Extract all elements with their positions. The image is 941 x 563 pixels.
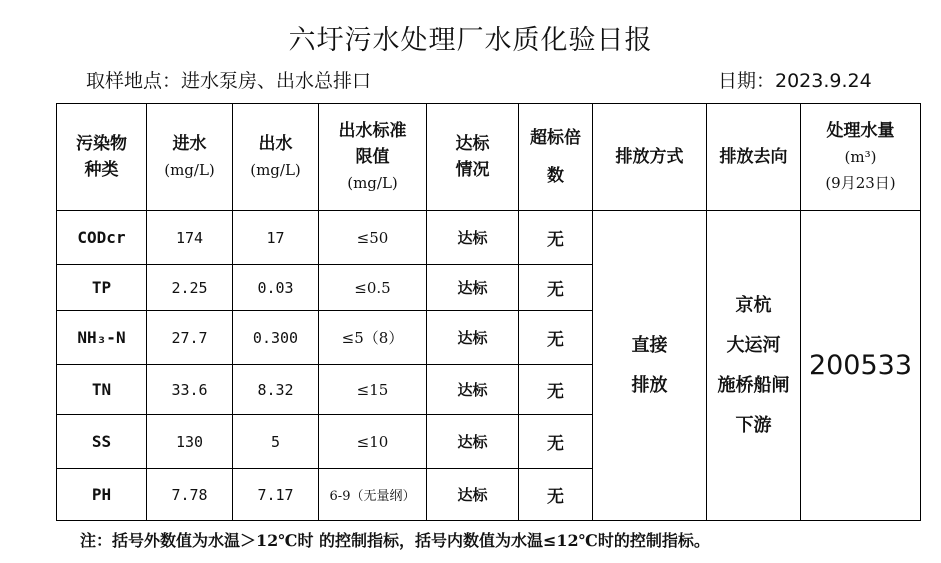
water-quality-table (56, 103, 921, 521)
param-cell: TN (57, 365, 147, 415)
exceed-cell: 无 (519, 265, 593, 311)
influent-cell: 7.78 (147, 469, 233, 521)
limit-cell: ≤10 (319, 415, 427, 469)
exceed-cell: 无 (519, 365, 593, 415)
param-cell: TP (57, 265, 147, 311)
status-cell: 达标 (427, 469, 519, 521)
influent-cell: 2.25 (147, 265, 233, 311)
header-exceed: 超标倍数 (519, 104, 593, 211)
limit-cell: 6-9（无量纲） (319, 469, 427, 521)
exceed-cell: 无 (519, 415, 593, 469)
effluent-cell: 5 (233, 415, 319, 469)
exceed-cell: 无 (519, 211, 593, 265)
param-cell: CODcr (57, 211, 147, 265)
header-status: 达标情况 (427, 104, 519, 211)
param-cell: SS (57, 415, 147, 469)
limit-cell: ≤0.5 (319, 265, 427, 311)
limit-cell: ≤15 (319, 365, 427, 415)
sampling-location: 取样地点：进水泵房、出水总排口 (86, 70, 372, 92)
header-parameter: 污染物种类 (57, 104, 147, 211)
exceed-cell: 无 (519, 469, 593, 521)
param-cell: NH₃-N (57, 311, 147, 365)
effluent-cell: 17 (233, 211, 319, 265)
effluent-cell: 8.32 (233, 365, 319, 415)
influent-cell: 130 (147, 415, 233, 469)
effluent-cell: 0.03 (233, 265, 319, 311)
status-cell: 达标 (427, 311, 519, 365)
status-cell: 达标 (427, 265, 519, 311)
status-cell: 达标 (427, 365, 519, 415)
header-effluent: 出水 (mg/L) (233, 104, 319, 211)
treated-volume-cell: 200533 (801, 211, 921, 521)
table-row (57, 211, 921, 265)
header-method: 排放方式 (593, 104, 707, 211)
header-limit: 出水标准限值 (mg/L) (319, 104, 427, 211)
header-destination: 排放去向 (707, 104, 801, 211)
limit-cell: ≤5（8） (319, 311, 427, 365)
influent-cell: 174 (147, 211, 233, 265)
limit-cell: ≤50 (319, 211, 427, 265)
report-title: 六圩污水处理厂水质化验日报 (288, 25, 653, 56)
footnote: 注：括号外数值为水温＞12℃时 的控制指标，括号内数值为水温≤12℃时的控制指标。 (80, 531, 710, 550)
header-influent: 进水 (mg/L) (147, 104, 233, 211)
status-cell: 达标 (427, 211, 519, 265)
influent-cell: 33.6 (147, 365, 233, 415)
table-header-row (57, 104, 921, 211)
discharge-method-cell: 直接 排放 (593, 211, 707, 521)
influent-cell: 27.7 (147, 311, 233, 365)
discharge-destination-cell: 京杭 大运河 施桥船闸 下游 (707, 211, 801, 521)
report-date: 日期：2023.9.24 (718, 70, 872, 92)
effluent-cell: 0.300 (233, 311, 319, 365)
exceed-cell: 无 (519, 311, 593, 365)
header-volume: 处理水量 (m³) (9月23日) (801, 104, 921, 211)
param-cell: PH (57, 469, 147, 521)
effluent-cell: 7.17 (233, 469, 319, 521)
status-cell: 达标 (427, 415, 519, 469)
